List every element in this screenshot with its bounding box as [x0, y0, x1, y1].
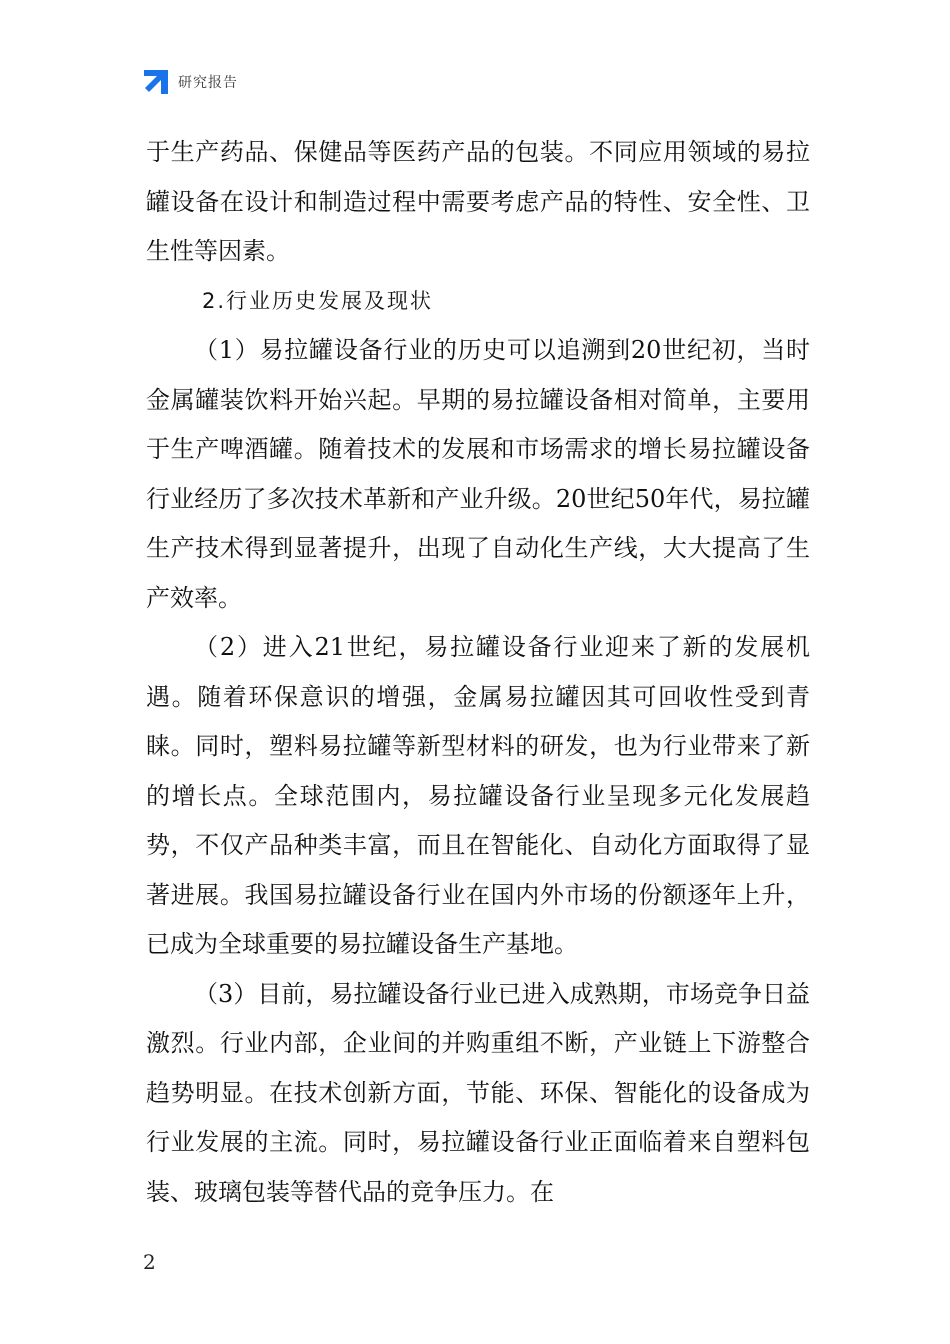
arrow-up-right-logo-icon — [143, 69, 169, 95]
paragraph-3: （3）目前，易拉罐设备行业已进入成熟期，市场竞争日益激烈。行业内部，企业间的并购重组不断，产业链上下游整合趋势明显。在技术创新方面，节能、环保、智能化的设备成为行业发展的主流。同时，易拉罐设备行业正面临着来自塑料包装、玻璃包装等替代品的竞争压力。在 — [146, 979, 810, 1206]
paragraph-2: （2）进入21世纪，易拉罐设备行业迎来了新的发展机遇。随着环保意识的增强，金属易拉罐因其可回收性受到青睐。同时，塑料易拉罐等新型材料的研发，也为行业带来了新的增长点。全球范围内，易拉罐设备行业呈现多元化发展趋势，不仅产品种类丰富，而且在智能化、自动化方面取得了显著进展。我国易拉罐设备行业在国内外市场的份额逐年上升，已成为全球重要的易拉罐设备生产基地。 — [146, 633, 810, 958]
page-header — [143, 68, 238, 96]
header-title: 研究报告 — [178, 75, 238, 91]
section-heading: 2.行业历史发展及现状 — [202, 288, 434, 313]
paragraph-continued: 于生产药品、保健品等医药产品的包装。不同应用领域的易拉罐设备在设计和制造过程中需要考虑产品的特性、安全性、卫生性等因素。 — [146, 138, 810, 265]
paragraph-1: （1）易拉罐设备行业的历史可以追溯到20世纪初，当时金属罐装饮料开始兴起。早期的易拉罐设备相对简单，主要用于生产啤酒罐。随着技术的发展和市场需求的增长易拉罐设备行业经历了多次技术革新和产业升级。20世纪50年代，易拉罐生产技术得到显著提升，出现了自动化生产线，大大提高了生产效率。 — [146, 336, 810, 612]
document-body — [146, 128, 810, 1217]
page-number: 2 — [143, 1250, 156, 1274]
